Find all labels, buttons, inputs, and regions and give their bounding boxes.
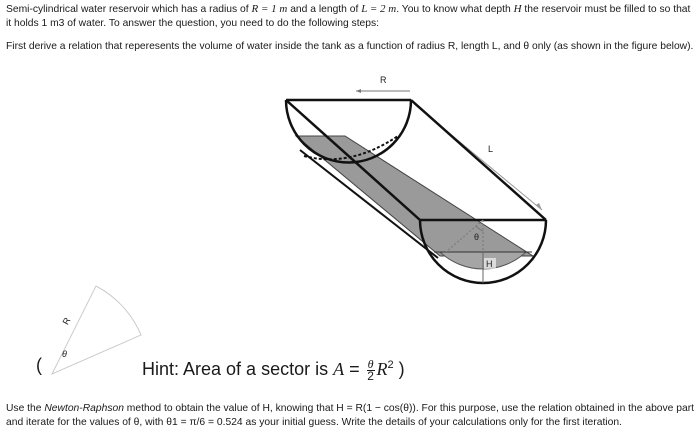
step-two: [6, 402, 696, 429]
intro-text-a: Semi-cylindrical water reservoir which has a radius of: [6, 4, 252, 15]
hint-open-paren: (: [36, 355, 42, 375]
hint-exponent: 2: [387, 359, 394, 371]
depth-variable: H: [513, 3, 522, 15]
step-two-text-a: Use the: [6, 403, 45, 414]
step-one: First derive a relation that reperesents the volume of water inside the tank as a function of radius R, length L, and θ only (as shown in the figure below).: [6, 41, 694, 52]
intro-text-c: . You to know what depth: [396, 4, 514, 15]
hint-close-paren: ): [393, 359, 405, 379]
sector-radius-label: R: [60, 315, 73, 327]
hint-text: [142, 354, 405, 382]
angle-label: θ: [474, 232, 480, 242]
radius-value: R = 1 m: [251, 3, 288, 15]
intro-text-d: the reservoir must be filled to so that it holds 1 m3 of water. To answer the question, you need to do the following steps:: [6, 4, 691, 29]
radius-arrow-head: [356, 89, 361, 93]
sector-shape: [52, 286, 141, 374]
hint-radius-var: R: [376, 359, 388, 379]
hint-label: Hint: Area of a sector is: [142, 359, 334, 379]
fraction-numerator: θ: [367, 356, 374, 371]
depth-label: H: [486, 259, 493, 269]
method-name: Newton-Raphson: [44, 403, 124, 414]
step-two-text-b: method to obtain the value of H, knowing that H = R(1 − cos(θ)). For this purpose, use the relation obtained in the above part and iterate for the values of θ, with θ1 = π/6 = 0.524 as your initial guess. Write the details of your calculations only for the first iteration.: [6, 403, 695, 428]
length-label: L: [488, 144, 494, 154]
length-value: L = 2 m: [361, 3, 397, 15]
length-arrow-head: [536, 203, 542, 210]
sector-angle-label: θ: [62, 349, 67, 359]
radius-label: R: [380, 75, 387, 85]
intro-text-b: and a length of: [287, 4, 362, 15]
hint-area-var: A: [333, 359, 345, 379]
left-top-edge: [286, 100, 420, 220]
hint-equals: =: [344, 359, 365, 379]
hint-fraction: [367, 356, 375, 383]
fraction-denominator: 2: [367, 368, 374, 383]
